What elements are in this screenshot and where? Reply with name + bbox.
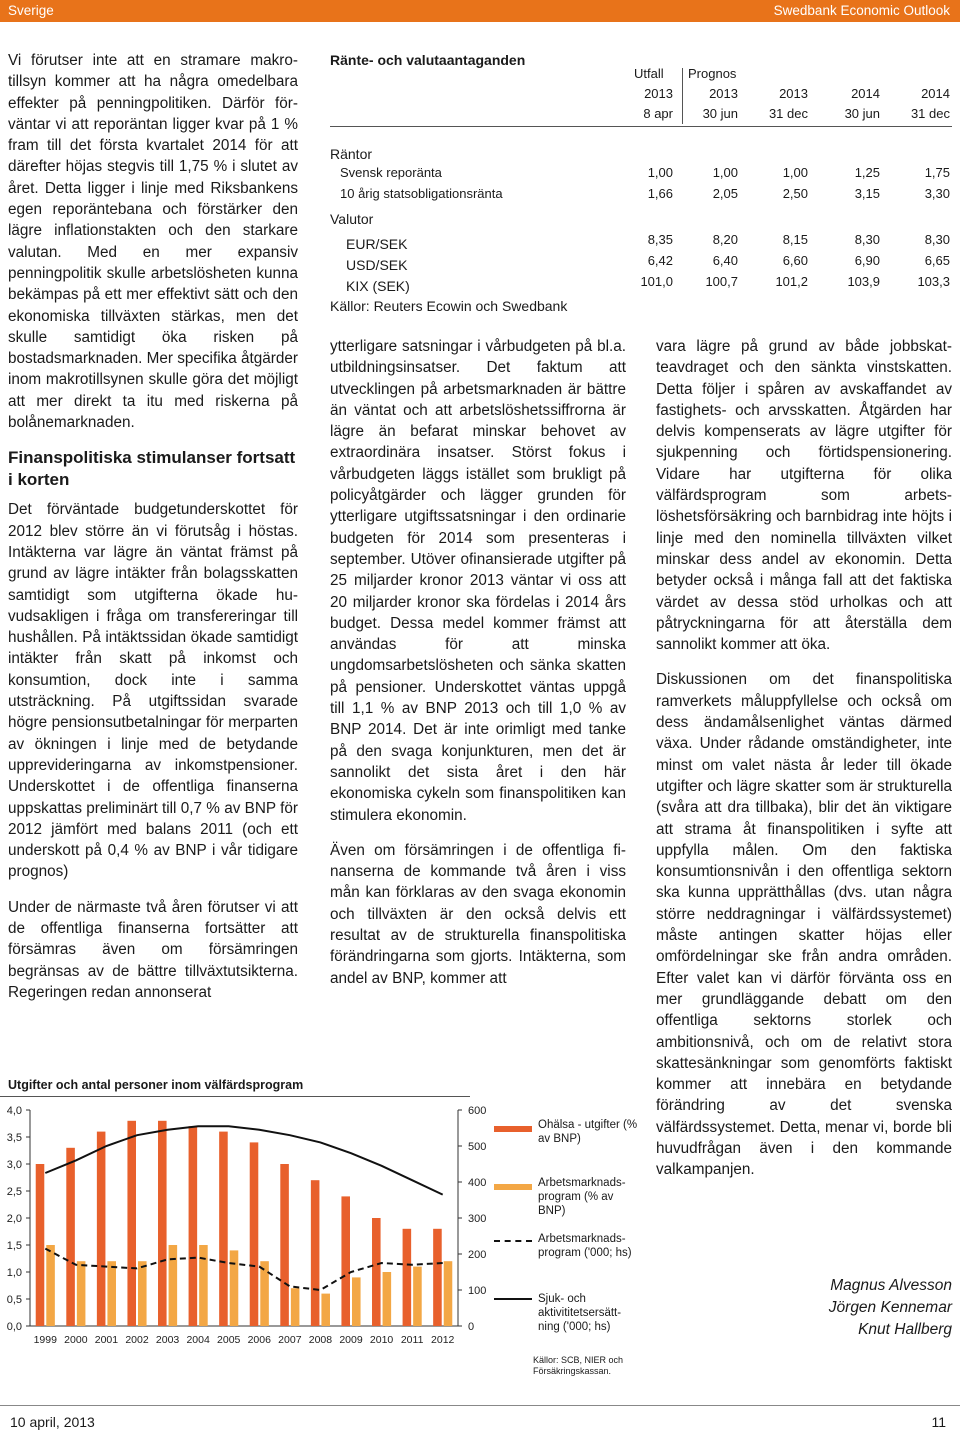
header-bar <box>0 0 960 22</box>
text-column-1 <box>8 50 298 1003</box>
y-tick-label: 2,5 <box>6 1186 22 1198</box>
legend-item: Ohälsa - utgifter (% av BNP) <box>538 1119 638 1145</box>
table-cell: 6,40 <box>712 253 738 268</box>
bar-ohalsa <box>250 1142 259 1326</box>
table-row-label: USD/SEK <box>346 257 408 273</box>
bar-ohalsa <box>189 1126 198 1326</box>
table-source: Källor: Reuters Ecowin och Swedbank <box>330 298 568 314</box>
bar-ohalsa <box>311 1180 320 1326</box>
bar-ohalsa <box>66 1148 75 1326</box>
table-section-rates: Räntor <box>330 146 373 162</box>
table-cell: 1,75 <box>924 165 950 180</box>
y-tick-label: 3,0 <box>6 1159 22 1171</box>
x-tick-label: 2011 <box>400 1334 424 1346</box>
table-year: 2014 <box>921 86 950 101</box>
table-section-fx: Valutor <box>330 211 374 227</box>
table-cell: 1,66 <box>647 186 673 201</box>
x-tick-label: 2002 <box>125 1334 149 1346</box>
bar-ohalsa <box>158 1121 167 1326</box>
bar-arbetsmarknad <box>444 1261 453 1326</box>
chart-source: Källor: SCB, NIER och Försäkringskassan. <box>533 1355 624 1376</box>
bar-ohalsa <box>341 1196 350 1326</box>
paragraph: Under de närmaste två åren förutser vi att de offentliga finanserna fortsätter att försämras även om försämringen begränsas av de bättre tillväxtutsikterna. Regeringen redan annonserat <box>8 898 298 1001</box>
bar-ohalsa <box>280 1164 289 1326</box>
table-cell: 8,35 <box>647 232 673 247</box>
bar-arbetsmarknad <box>107 1261 116 1326</box>
table-cell: 2,05 <box>712 186 738 201</box>
table-date: 30 jun <box>702 106 738 121</box>
table-group-prognos: Prognos <box>688 66 737 81</box>
bar-arbetsmarknad <box>291 1288 300 1326</box>
table-row-label: KIX (SEK) <box>346 278 410 294</box>
bar-arbetsmarknad <box>230 1250 239 1326</box>
table-cell: 1,00 <box>712 165 738 180</box>
y-tick-label: 3,5 <box>6 1132 22 1144</box>
table-cell: 101,2 <box>775 274 808 289</box>
table-cell: 2,50 <box>782 186 808 201</box>
y-tick-label: 0,5 <box>6 1294 22 1306</box>
bar-ohalsa <box>127 1121 136 1326</box>
y-tick-label: 2,0 <box>6 1213 22 1225</box>
bar-arbetsmarknad <box>138 1261 147 1326</box>
bar-arbetsmarknad <box>77 1261 86 1326</box>
table-cell: 1,25 <box>854 165 880 180</box>
bar-arbetsmarknad <box>352 1277 361 1326</box>
x-tick-label: 2000 <box>64 1334 88 1346</box>
bar-arbetsmarknad <box>413 1267 422 1326</box>
table-cell: 103,3 <box>917 274 950 289</box>
paragraph: Det förväntade budgetunderskottet för 2012 blev större än vi förutsåg i höstas. Intäkterna var lägre än väntat främst på grund av lägre intäkter från bolagsskatten samtidigt som utgifterna ökade huvudsakligen i fråga om transfereringar till hushållen. På intäktssidan ökade samtidigt intäkter från skatt på inkomst och konsumtion, dock inte i samma utsträckning. På utgiftssidan svarade högre pensionsutbetalningar för merparten av ökningen i linje med de betydande upprevideringarna av inkomstpensioner. Underskottet i de offentliga finanserna uppskattas preliminärt till 0,7 % av BNP för 2012 jämfört med balans 2011 (och ett underskott på 0,4 % av BNP i vår tidigare prognos) <box>8 501 298 881</box>
y2-tick-label: 500 <box>468 1141 487 1153</box>
table-cell: 1,00 <box>647 165 673 180</box>
chart-rule <box>0 1096 470 1097</box>
bar-arbetsmarknad <box>260 1261 269 1326</box>
y-tick-label: 0,0 <box>6 1321 22 1333</box>
y2-tick-label: 100 <box>468 1285 487 1297</box>
bar-ohalsa <box>36 1164 45 1326</box>
table-cell: 8,30 <box>924 232 950 247</box>
table-cell: 6,42 <box>647 253 673 268</box>
legend-swatch <box>494 1184 532 1190</box>
header-country: Sverige <box>8 3 54 18</box>
header-publication: Swedbank Economic Outlook <box>773 3 950 18</box>
x-tick-label: 2010 <box>369 1334 394 1346</box>
paragraph: Vi förutser inte att en stramare makrotillsyn kommer att ha några omedelbara effekter på penningpolitiken. Därför förväntar vi att reporäntan ligger kvar på 1 % fram till det första kvartalet 2014 för att därefter höjas stegvis till 1,75 % i slutet av året. Detta ligger i linje med Riksbankens egen reporäntebana och förstärker den lägre inflationstakten och den starkare valutan. Med en mer expansiv penningpolitik skulle arbetslösheten kunna bekämpas på ett mer effektivt sätt och den ekonomiska tillväxten stärkas, men det skulle samtidigt öka risken på bostadsmarknaden. Mer specifika åtgärder inom makrotillsynen skulle göra det möjligt att mer direkt ta itu med riskerna på bolånemarknaden. <box>8 52 298 432</box>
paragraph: Diskussionen om det finanspolitiska ramverkets måluppfyllelse och också om dess ändamålsenlighet väntas därmed växa. Under rådande omständigheter, inte minst om valet nästa år leder till ökade utgifter och lägre skatter som är strukturella (svåra att dra tillbaka), blir det än viktigare att strama åt finanspolitiken i syfte att uppfylla målen. Om den faktiska konsumtionsnivån i den offentliga sektorn ska kunna upprätthållas (dvs. utan några större neddragningar i välfärdssystemet) måste antingen skatter höjas eller omfördelningar ske från andra områden. Efter valet kan vi därför förvänta oss en mer grundläggande debatt om den offentliga sektorns storlek och ambitionsnivå, och om de relativt stora skattesänkningar som genomförts faktiskt kommer att innebära en betydande förändring av det svenska välfärdssystemet. Detta, menar vi, borde bli huvudfrågan även i den kommande valkampanjen. <box>656 671 952 1179</box>
y2-tick-label: 600 <box>468 1105 487 1117</box>
table-year: 2013 <box>644 86 673 101</box>
legend-item: Sjuk- och aktivititetsersätt-ning ('000; hs) <box>538 1293 622 1333</box>
table-date: 31 dec <box>910 106 950 121</box>
table-cell: 3,15 <box>854 186 880 201</box>
bar-arbetsmarknad <box>46 1245 55 1326</box>
bar-ohalsa <box>97 1132 106 1326</box>
x-tick-label: 2009 <box>339 1334 363 1346</box>
table-row-label: Svensk reporänta <box>340 165 442 180</box>
table-cell: 6,60 <box>782 253 808 268</box>
bar-arbetsmarknad <box>383 1272 392 1326</box>
table-cell: 8,15 <box>782 232 808 247</box>
authors <box>752 1275 952 1341</box>
table-cell: 3,30 <box>924 186 950 201</box>
y-tick-label: 1,0 <box>6 1267 22 1279</box>
text-column-2 <box>330 336 626 989</box>
footer-date: 10 april, 2013 <box>10 1414 95 1430</box>
chart-title: Utgifter och antal personer inom välfärdsprogram <box>8 1078 304 1092</box>
paragraph: ytterligare satsningar i vårbudgeten på bl.a. utbildningsinsatser. Det faktum att utvecklingen på arbetsmarknaden är bättre än väntat och att arbetslöshetssiffrorna är lägre än befarat minskar behovet av extraordinära insatser. Störst fokus i vårbudgeten läggs istället som brukligt på policyåtgärder och lägger grunden för ytterligare utgiftssatsningar i den ordinarie budgeten för 2014 som presenteras i september. Utöver ofinansierade utgifter på 25 miljarder kronor 2013 väntar vi oss att 20 miljarder kronor ska fördelas i 2014 års budget. Dessa medel kommer främst att användas för att minska ungdomsarbetslösheten och sänka skatten på pensioner. Underskottet väntas uppgå till 1,1 % av BNP 2013 och till 1,0 % av BNP 2014. Det är inte orimligt med tanke på den svaga konjunkturen, men det är sannolikt det sista året i den här ekonomiska cykeln som finanspolitiken kan stimulera ekonomin. <box>330 338 626 824</box>
table-cell: 8,30 <box>854 232 880 247</box>
author-name: Magnus Alvesson <box>830 1277 952 1294</box>
table-year: 2014 <box>851 86 880 101</box>
x-tick-label: 2004 <box>186 1334 210 1346</box>
table-cell: 1,00 <box>782 165 808 180</box>
author-name: Knut Hallberg <box>858 1321 952 1338</box>
legend-item: Arbetsmarknads-program ('000; hs) <box>538 1233 632 1259</box>
text-column-3 <box>656 336 952 1181</box>
x-tick-label: 2007 <box>278 1334 302 1346</box>
table-year: 2013 <box>779 86 808 101</box>
paragraph: Även om försämringen i de offentliga finanserna de kommande två åren i viss mån kan förklaras av den svaga ekonomin och tillväxten är den också delvis ett resultat av de strukturella finanspolitiska förändringarna som gjorts. Intäkterna, som andel av BNP, kommer att <box>330 841 626 987</box>
x-tick-label: 1999 <box>33 1334 57 1346</box>
x-tick-label: 2005 <box>217 1334 241 1346</box>
table-title: Ränte- och valutaantaganden <box>330 52 526 68</box>
table-group-utfall: Utfall <box>634 66 664 81</box>
bar-arbetsmarknad <box>169 1245 178 1326</box>
y-tick-label: 4,0 <box>6 1105 22 1117</box>
legend-item: Arbetsmarknads-program (% av BNP) <box>538 1177 626 1217</box>
legend-swatch <box>494 1298 532 1300</box>
y2-tick-label: 300 <box>468 1213 487 1225</box>
legend-swatch <box>494 1126 532 1132</box>
x-tick-label: 2006 <box>247 1334 271 1346</box>
paragraph: vara lägre på grund av både jobbskatteavdraget och den sänkta vinstskatten. Detta följer i spåren av avskaffandet av fastighets- och arvsskatten. Åtgärden har delvis kompenserats av lägre utgifter för sjukpenning och förtidspensionering. Vidare har utgifterna för olika välfärdsprogram som arbetslöshetsförsäkring och barnbidrag inte höjts i linje med den nominella tillväxten vilket minskar dess andel av ekonomin. Detta betyder också i många fall att det faktiska värdet av dessa stöd urholkas och att påtryckningarna för att återställa dem sannolikt kommer att öka. <box>656 338 952 654</box>
table-year: 2013 <box>709 86 738 101</box>
y2-tick-label: 0 <box>468 1321 475 1333</box>
table-cell: 100,7 <box>705 274 738 289</box>
section-heading: Finanspolitiska stimulanser fortsatt i korten <box>8 448 296 490</box>
bar-ohalsa <box>372 1218 381 1326</box>
legend-swatch <box>494 1240 532 1242</box>
author-name: Jörgen Kennemar <box>828 1299 952 1316</box>
table-row-label: 10 årig statsobligationsränta <box>340 186 503 201</box>
x-tick-label: 2003 <box>155 1334 180 1346</box>
table-date: 30 jun <box>844 106 880 121</box>
table-row-label: EUR/SEK <box>346 236 408 252</box>
footer-rule <box>0 1405 960 1406</box>
table-cell: 103,9 <box>847 274 880 289</box>
y2-tick-label: 200 <box>468 1249 487 1261</box>
table-rule <box>330 126 952 127</box>
x-tick-label: 2008 <box>308 1334 333 1346</box>
table-date: 31 dec <box>768 106 808 121</box>
y2-tick-label: 400 <box>468 1177 487 1189</box>
table-cell: 6,65 <box>924 253 950 268</box>
bar-arbetsmarknad <box>321 1294 330 1326</box>
y-tick-label: 1,5 <box>6 1240 22 1252</box>
table-cell: 6,90 <box>854 253 880 268</box>
table-cell: 8,20 <box>712 232 738 247</box>
welfare-chart <box>0 1100 490 1350</box>
page-number: 11 <box>931 1414 946 1430</box>
table-cell: 101,0 <box>640 274 673 289</box>
x-tick-label: 2012 <box>431 1334 455 1346</box>
bar-ohalsa <box>433 1229 442 1326</box>
bar-ohalsa <box>403 1229 412 1326</box>
bar-ohalsa <box>219 1132 228 1326</box>
x-tick-label: 2001 <box>94 1334 119 1346</box>
table-date: 8 apr <box>643 106 673 121</box>
